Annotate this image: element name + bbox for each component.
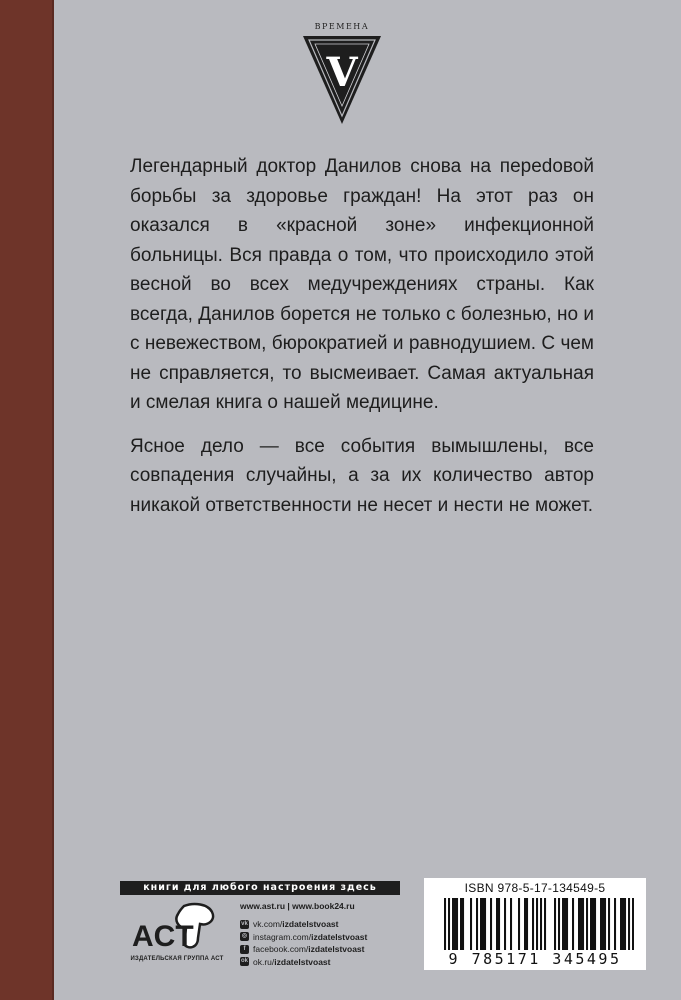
barcode-bar xyxy=(536,898,538,950)
social-links xyxy=(240,918,367,968)
barcode-bar xyxy=(444,898,446,950)
barcode-bar xyxy=(518,898,520,950)
barcode-bar xyxy=(562,898,564,950)
social-handle: izdatelstvoast xyxy=(274,956,331,967)
barcode-bar xyxy=(452,898,454,950)
publisher-logo xyxy=(120,902,234,968)
barcode-bar xyxy=(590,898,592,950)
barcode-bar xyxy=(564,898,566,950)
barcode xyxy=(444,898,634,950)
isbn-label: ISBN 978-5-17-134549-5 xyxy=(464,881,606,895)
vk-icon: vk xyxy=(241,920,248,927)
social-prefix: instagram.com/ xyxy=(253,931,312,942)
social-link-instagram[interactable] xyxy=(240,931,367,944)
series-logo-emblem xyxy=(301,34,383,126)
facebook-icon: f xyxy=(240,945,249,954)
instagram-icon: ◎ xyxy=(241,933,248,940)
barcode-bar xyxy=(460,898,462,950)
blurb-paragraph-1: Легендарный доктор Данилов снова на переdовой борьбы за здоровье граждан! На этот раз он оказался в «красной зоне» инфекционной больницы. Вся правда о том, что происходило этой весной во всех медучреждениях страны. Как всегда, Данилов борется не только с болезнью, но и с невежеством, бюрократией и равнодушием. С чем не справляется, то высмеивает. Самая актуальная и смелая книга о нашей медицине. xyxy=(130,156,594,413)
barcode-bar xyxy=(632,898,634,950)
ast-logo-text: ACT xyxy=(132,920,194,953)
barcode-bar xyxy=(622,898,624,950)
barcode-bar xyxy=(532,898,534,950)
social-handle: izdatelstvoast xyxy=(311,931,368,942)
barcode-bar xyxy=(490,898,492,950)
barcode-bar xyxy=(594,898,596,950)
barcode-bar xyxy=(554,898,556,950)
barcode-bar xyxy=(614,898,616,950)
barcode-bar xyxy=(558,898,560,950)
barcode-bar xyxy=(624,898,626,950)
barcode-bar xyxy=(620,898,622,950)
social-link-facebook[interactable] xyxy=(240,943,367,956)
spine-edge xyxy=(52,0,54,1000)
barcode-bar xyxy=(592,898,594,950)
barcode-bar xyxy=(604,898,606,950)
barcode-bar xyxy=(572,898,574,950)
blurb-paragraph-2: Ясное дело — все события вымышлены, все совпадения случайны, а за их количество автор никакой ответственности не несет и нести не может. xyxy=(130,435,594,516)
series-logo xyxy=(301,22,383,126)
odnoklassniki-icon: ok xyxy=(240,958,248,965)
barcode-bar xyxy=(476,898,478,950)
publisher-websites[interactable]: www.ast.ru | www.book24.ru xyxy=(240,901,355,911)
social-prefix: vk.com/ xyxy=(253,919,283,930)
social-handle: izdatelstvoast xyxy=(282,919,339,930)
publisher-caption: ИЗДАТЕЛЬСКАЯ ГРУППА АСТ xyxy=(130,956,224,962)
isbn-barcode-box xyxy=(424,878,646,970)
barcode-bar xyxy=(582,898,584,950)
barcode-bar xyxy=(540,898,542,950)
barcode-bar xyxy=(454,898,456,950)
barcode-bar xyxy=(600,898,602,950)
barcode-bar xyxy=(496,898,498,950)
barcode-bar xyxy=(586,898,588,950)
barcode-bar xyxy=(480,898,482,950)
barcode-bar xyxy=(484,898,486,950)
barcode-bar xyxy=(628,898,630,950)
barcode-bar xyxy=(510,898,512,950)
barcode-bar xyxy=(526,898,528,950)
barcode-bar xyxy=(448,898,450,950)
barcode-bar xyxy=(544,898,546,950)
barcode-bar xyxy=(498,898,500,950)
barcode-bar xyxy=(482,898,484,950)
social-link-vk[interactable] xyxy=(240,918,367,931)
barcode-bar xyxy=(602,898,604,950)
barcode-bar xyxy=(580,898,582,950)
spine-stripe xyxy=(0,0,52,1000)
barcode-bar xyxy=(608,898,610,950)
barcode-bar xyxy=(578,898,580,950)
barcode-bar xyxy=(566,898,568,950)
series-logo-letter: V xyxy=(326,49,358,96)
social-prefix: facebook.com/ xyxy=(253,944,309,955)
barcode-bar xyxy=(470,898,472,950)
social-link-odnoklassniki[interactable] xyxy=(240,956,367,969)
publisher-slogan: книги для любого настроения здесь xyxy=(120,881,400,895)
barcode-bar xyxy=(524,898,526,950)
blurb-text xyxy=(130,152,594,534)
barcode-bar xyxy=(504,898,506,950)
ast-logo-mark xyxy=(128,902,226,954)
social-handle: izdatelstvoast xyxy=(308,944,365,955)
barcode-bar xyxy=(462,898,464,950)
barcode-bar xyxy=(456,898,458,950)
series-logo-label: ВРЕМЕНА xyxy=(314,22,370,31)
social-prefix: ok.ru/ xyxy=(253,956,275,967)
barcode-digits: 9 785171 345495 xyxy=(448,950,622,968)
